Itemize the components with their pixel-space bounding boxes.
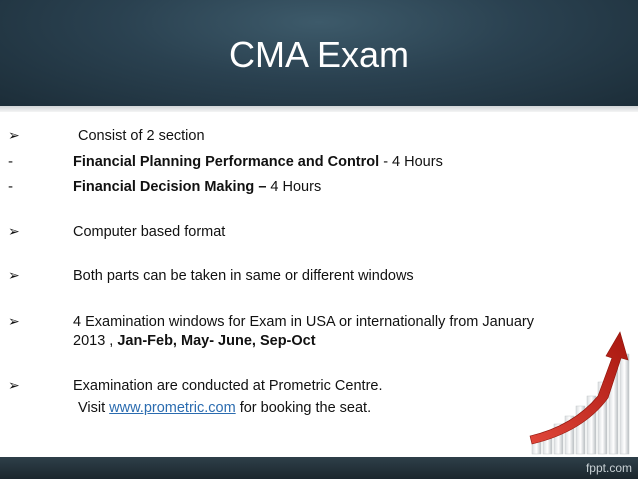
list-item-text [73,177,321,197]
list-item-text [78,398,371,418]
list-item-text: 4 Examination windows for Exam in USA or internationally from January [73,314,534,330]
footer-brand: fppt.com [585,461,632,475]
arrow-bullet-icon: ➢ [8,128,20,144]
slide-footer [0,457,638,479]
rising-arrow-bar-graphic-icon [528,326,638,456]
slide-title: CMA Exam [228,34,410,75]
prometric-link[interactable]: www.prometric.com [109,400,236,416]
arrow-bullet-icon: ➢ [8,268,20,284]
slide-header [0,0,638,112]
list-item-pre: Visit [78,400,110,416]
list-item-text: Examination are conducted at Prometric Centre. [73,378,383,394]
list-item-bold: Jan-Feb, May- June, Sep-Oct [117,333,316,349]
arrow-bullet-icon: ➢ [8,224,20,240]
list-item-post: for booking the seat. [235,400,372,416]
list-item-rest: - 4 Hours [379,154,443,170]
list-item-text [73,331,316,351]
list-item-text: Both parts can be taken in same or different windows [73,268,414,284]
list-item-text [73,152,443,172]
list-item-plain: 2013 , [73,333,118,349]
list-item-bold: Financial Decision Making – [73,179,267,195]
arrow-bullet-icon: ➢ [8,314,20,330]
list-item-text: Consist of 2 section [78,128,205,144]
arrow-bullet-icon: ➢ [8,378,20,394]
list-item-text: Computer based format [73,224,226,240]
list-item-bold: Financial Planning Performance and Control [73,154,380,170]
list-item-rest: 4 Hours [266,179,322,195]
dash-marker: - [8,154,14,170]
dash-marker: - [8,179,14,195]
